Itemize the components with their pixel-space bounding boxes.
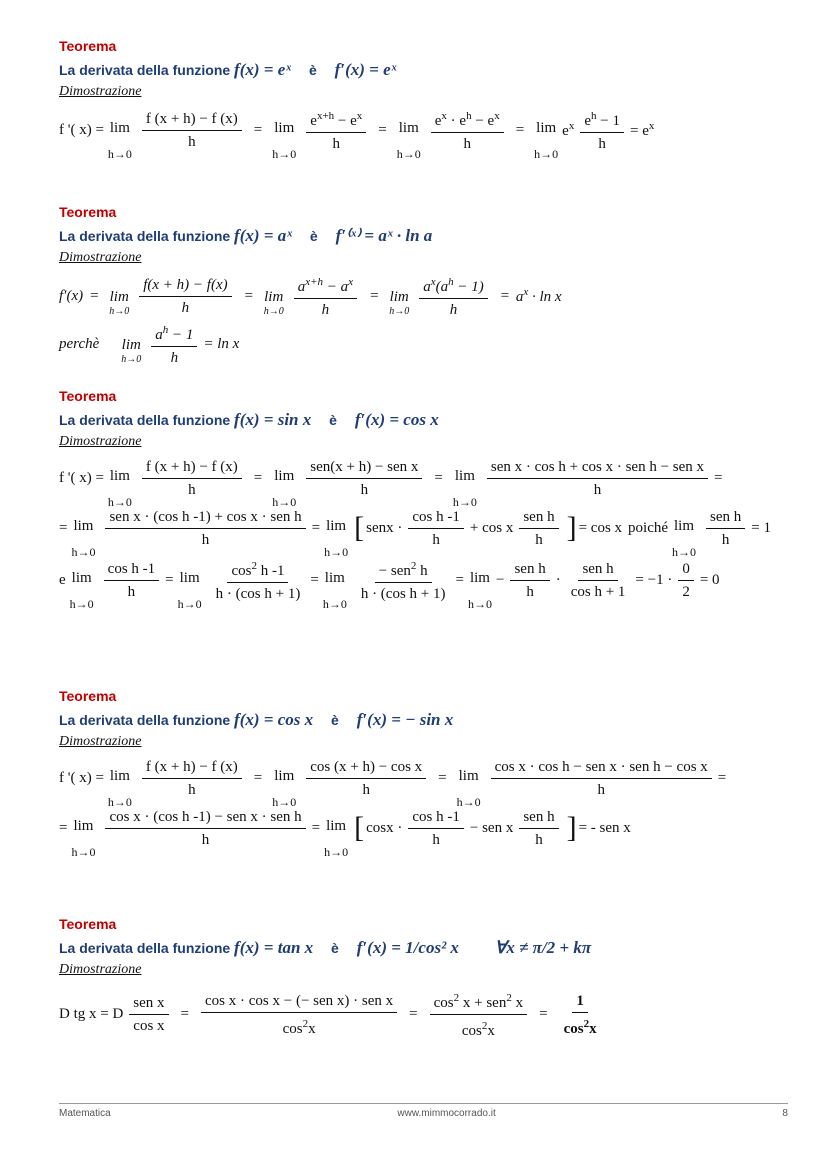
theorem-label: Teorema: [59, 38, 117, 54]
theorem-label: Teorema: [59, 916, 117, 932]
theorem-statement: La derivata della funzione f(x) = tan x è f′(x) = 1/cos² x ∀x ≠ π/2 + kπ: [59, 938, 592, 957]
formula-row: = lim h→0 $\frac{\text{cos x · (cos h -1) − sen x · sen h}}{h}$ = lim h→0 [ cosx · $\frac{\text{cos h -1}}{h}$ − sen x $\frac{\text{sen h}}{h}$ ] = - sen x: [59, 808, 631, 859]
formula-row: D tg x = D $\frac{\text{sen x}}{\text{cos x}}$ = $\frac{\text{cos x · cos x − (− sen x) · sen x}}{\cos^2x}$ = $\frac{\cos^2 x + sen^2 x}{\cos^2x}$ = $\frac{1}{\cos^2x}$: [59, 989, 788, 1040]
theorem-tan: [59, 915, 788, 1040]
formula-row: f '( x) = lim h→0 $\frac{f (x + h) - f (x)}{h}$ = lim h→0 $\frac{\text{cos (x + h) − cos x}}{h}$ = lim h→0 $\frac{\text{cos x · cos h − sen x · sen h − cos x}}{h}$ =: [59, 758, 727, 809]
proof-label: Dimostrazione: [59, 434, 142, 449]
proof-label: Dimostrazione: [59, 84, 142, 99]
theorem-exp: [59, 37, 788, 161]
theorem-label: Teorema: [59, 204, 117, 220]
theorem-label: Teorema: [59, 688, 117, 704]
theorem-statement: La derivata della funzione f(x) = eˣ è f′(x) = eˣ: [59, 60, 397, 79]
formula-row: f '( x) = lim h→0 $\frac{f (x + h) - f (x)}{h}$ = lim h→0 $\frac{\text{sen(x + h) − sen x}}{h}$ = lim h→0 $\frac{\text{sen x · cos h + cos x · sen h − sen x}}{h}$ =: [59, 458, 723, 509]
formula-row: perchè lim h→0 $\frac{a^h - 1}{h}$ = ln x: [59, 321, 788, 367]
formula-row: = lim h→0 $\frac{\text{sen x · (cos h -1) + cos x · sen h}}{h}$ = lim h→0 [ senx · $\frac{\text{cos h -1}}{h}$ + cos x $\frac{\text{sen h}}{h}$ ] = cos x poiché lim h→0 $\frac{\text{sen h}}{h}$ = 1: [59, 508, 771, 559]
page-footer: [59, 1103, 788, 1119]
formula-row: f′(x) = lim h→0 $\frac{f(x + h) - f(x)}{h}$ = lim h→0 $\frac{a^{x+h} - a^x}{h}$ = lim h→0 $\frac{a^x(a^h - 1)}{h}$ = $a^x \cdot \ln x$: [59, 273, 788, 319]
theorem-statement: La derivata della funzione f(x) = aˣ è f′⁽ˣ⁾ = aˣ · ln a: [59, 226, 433, 245]
proof-label: Dimostrazione: [59, 734, 142, 749]
footer-subject: Matematica: [59, 1108, 111, 1119]
page-number: 8: [782, 1108, 788, 1119]
theorem-statement: La derivata della funzione f(x) = sin x è f′(x) = cos x: [59, 410, 439, 429]
formula-row: e lim h→0 $\frac{\text{cos h -1}}{h}$ = lim h→0 $\frac{\cos^2 h -1}{\text{h · (cos h + 1)}}$ = lim h→0 $\frac{- sen^2 h}{\text{h · (cos h + 1)}}$ = lim h→0 − $\frac{\text{sen h}}{h}$ · $\frac{\text{sen h}}{\text{cos h + 1}}$ = −1 · $\frac{0}{2}$ = 0: [59, 557, 788, 603]
formula-row: f '( x) = lim h→0 $\frac{f (x + h) - f (x)}{h}$ = lim h→0 $\frac{e^{x+h} - e^x}{h}$ = lim h→0 $\frac{e^x \cdot e^h - e^x}{h}$ = lim h→0 $e^x$ $\frac{e^h - 1}{h}$ = $e^x$: [59, 107, 788, 153]
footer-website: www.mimmocorrado.it: [397, 1108, 496, 1119]
proof-label: Dimostrazione: [59, 962, 142, 977]
proof-label: Dimostrazione: [59, 250, 142, 265]
theorem-statement: La derivata della funzione f(x) = cos x è f′(x) = − sin x: [59, 710, 454, 729]
theorem-power: [59, 203, 788, 367]
theorem-cos: [59, 687, 788, 859]
theorem-label: Teorema: [59, 388, 117, 404]
theorem-sin: [59, 387, 788, 611]
